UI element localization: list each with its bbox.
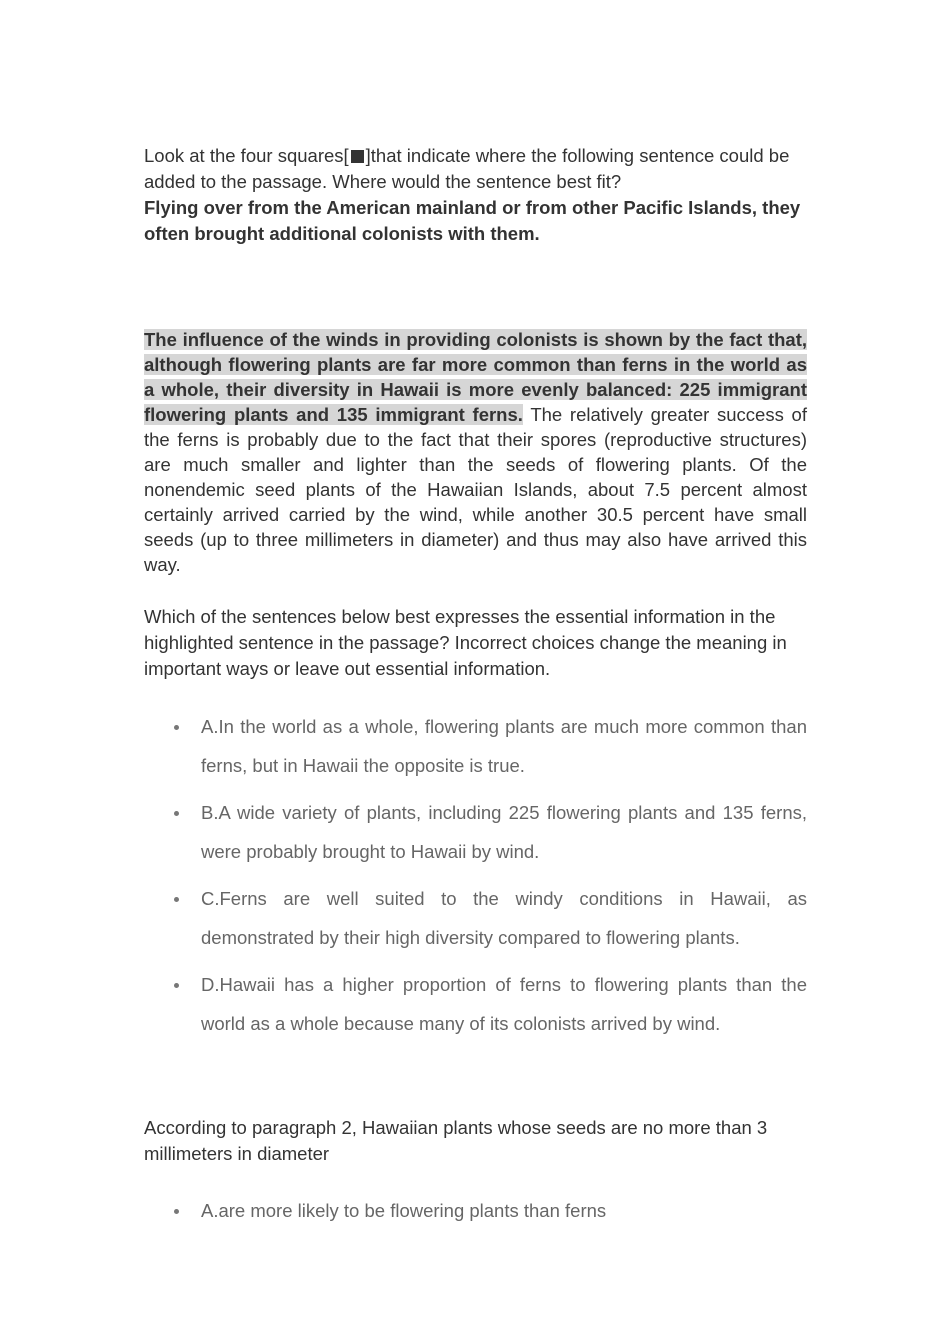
passage-rest: The relatively greater success of the ferns is probably due to the fact that their spores (reproductive structures) are much smaller and lighter than the seeds of flowering plants. Of the nonendemic seed plants of the Hawaiian Islands, about 7.5 percent almost certainly arrived carried by the wind, while another 30.5 percent have small seeds (up to three millimeters in diameter) and thus may also have arrived this way. — [144, 404, 807, 575]
insert-sentence-question — [144, 143, 807, 247]
summary-choices — [144, 708, 807, 1043]
detail-question-prompt: According to paragraph 2, Hawaiian plants whose seeds are no more than 3 millimeters in diameter — [144, 1117, 768, 1164]
choice-a[interactable]: A.In the world as a whole, flowering plants are much more common than ferns, but in Hawaii the opposite is true. — [144, 708, 807, 785]
summary-question-prompt: Which of the sentences below best expresses the essential information in the highlighted sentence in the passage? Incorrect choices change the meaning in important ways or leave out essential information. — [144, 606, 787, 679]
detail-question — [144, 1115, 807, 1231]
choice-c[interactable]: C.Ferns are well suited to the windy conditions in Hawaii, as demonstrated by their high diversity compared to flowering plants. — [144, 880, 807, 957]
insert-question-prompt — [144, 143, 807, 195]
passage-paragraph — [144, 327, 807, 577]
choice-a[interactable]: A.are more likely to be flowering plants than ferns — [144, 1192, 807, 1231]
choice-b[interactable]: B.A wide variety of plants, including 225 flowering plants and 135 ferns, were probably brought to Hawaii by wind. — [144, 794, 807, 871]
insert-question-suffix: ]that indicate where the following sentence could be added to the passage. Where would the sentence best fit? — [144, 145, 790, 192]
insert-sentence: Flying over from the American mainland or from other Pacific Islands, they often brought additional colonists with them. — [144, 197, 801, 244]
detail-choices — [144, 1192, 807, 1231]
black-square-icon — [351, 150, 364, 163]
insert-question-prefix: Look at the four squares[ — [144, 145, 349, 166]
summary-question — [144, 604, 807, 1043]
document-page — [144, 143, 807, 1240]
choice-d[interactable]: D.Hawaii has a higher proportion of ferns to flowering plants than the world as a whole because many of its colonists arrived by wind. — [144, 966, 807, 1043]
highlighted-sentence: The influence of the winds in providing colonists is shown by the fact that, although flowering plants are far more common than ferns in the world as a whole, their diversity in Hawaii is more evenly balanced: 225 immigrant flowering plants and 135 immigrant ferns. — [144, 329, 807, 425]
